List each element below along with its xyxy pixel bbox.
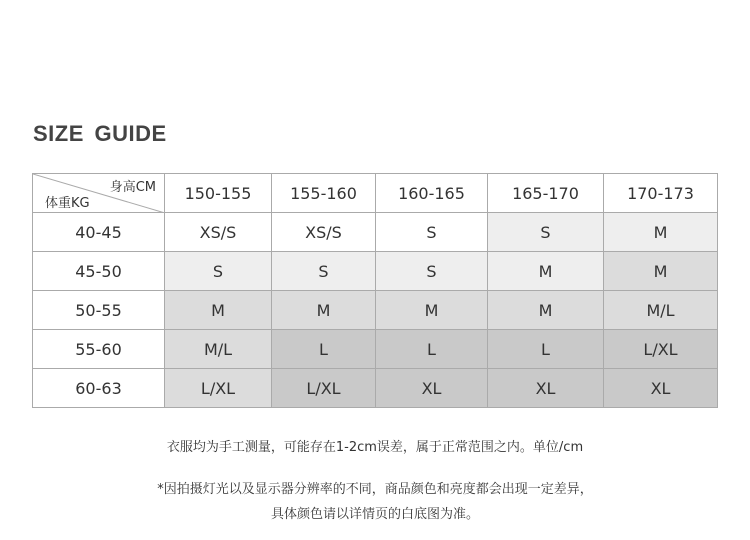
size-cell: XL bbox=[604, 369, 718, 408]
page-title: SIZE GUIDE bbox=[33, 121, 167, 146]
weight-axis-label: 体重KG bbox=[45, 196, 90, 211]
size-cell: M bbox=[165, 291, 272, 330]
height-axis-label: 身高CM bbox=[109, 180, 156, 195]
table-row bbox=[33, 369, 718, 408]
height-column-header: 160-165 bbox=[376, 174, 488, 213]
size-cell: S bbox=[165, 252, 272, 291]
size-cell: M bbox=[376, 291, 488, 330]
size-cell: L/XL bbox=[272, 369, 376, 408]
table-row bbox=[33, 330, 718, 369]
weight-row-header: 55-60 bbox=[33, 330, 165, 369]
size-cell: L bbox=[488, 330, 604, 369]
color-disclaimer-line: 具体颜色请以详情页的白底图为准。 bbox=[270, 507, 479, 522]
table-corner-header bbox=[33, 174, 165, 213]
size-cell: S bbox=[488, 213, 604, 252]
weight-row-header: 50-55 bbox=[33, 291, 165, 330]
size-guide-table bbox=[32, 173, 718, 408]
size-cell: XS/S bbox=[272, 213, 376, 252]
size-table-body bbox=[33, 213, 718, 408]
table-header-row bbox=[33, 174, 718, 213]
size-cell: S bbox=[272, 252, 376, 291]
weight-row-header: 45-50 bbox=[33, 252, 165, 291]
size-cell: M bbox=[604, 252, 718, 291]
size-cell: XL bbox=[488, 369, 604, 408]
size-cell: M bbox=[488, 291, 604, 330]
color-disclaimer-line: *因拍摄灯光以及显示器分辨率的不同，商品颜色和亮度都会出现一定差异， bbox=[157, 482, 593, 497]
weight-row-header: 60-63 bbox=[33, 369, 165, 408]
size-cell: L/XL bbox=[604, 330, 718, 369]
weight-row-header: 40-45 bbox=[33, 213, 165, 252]
size-cell: S bbox=[376, 213, 488, 252]
table-row bbox=[33, 291, 718, 330]
height-column-header: 155-160 bbox=[272, 174, 376, 213]
height-column-header: 165-170 bbox=[488, 174, 604, 213]
size-cell: M bbox=[488, 252, 604, 291]
height-column-header: 170-173 bbox=[604, 174, 718, 213]
size-cell: L bbox=[272, 330, 376, 369]
height-column-header: 150-155 bbox=[165, 174, 272, 213]
size-cell: M/L bbox=[604, 291, 718, 330]
table-row bbox=[33, 213, 718, 252]
color-disclaimer bbox=[0, 477, 750, 527]
size-cell: M bbox=[604, 213, 718, 252]
size-cell: L bbox=[376, 330, 488, 369]
size-cell: S bbox=[376, 252, 488, 291]
size-cell: M bbox=[272, 291, 376, 330]
size-cell: L/XL bbox=[165, 369, 272, 408]
size-cell: XL bbox=[376, 369, 488, 408]
measurement-note: 衣服均为手工测量，可能存在1-2cm误差，属于正常范围之内。单位/cm bbox=[166, 440, 584, 455]
size-cell: M/L bbox=[165, 330, 272, 369]
table-row bbox=[33, 252, 718, 291]
size-cell: XS/S bbox=[165, 213, 272, 252]
